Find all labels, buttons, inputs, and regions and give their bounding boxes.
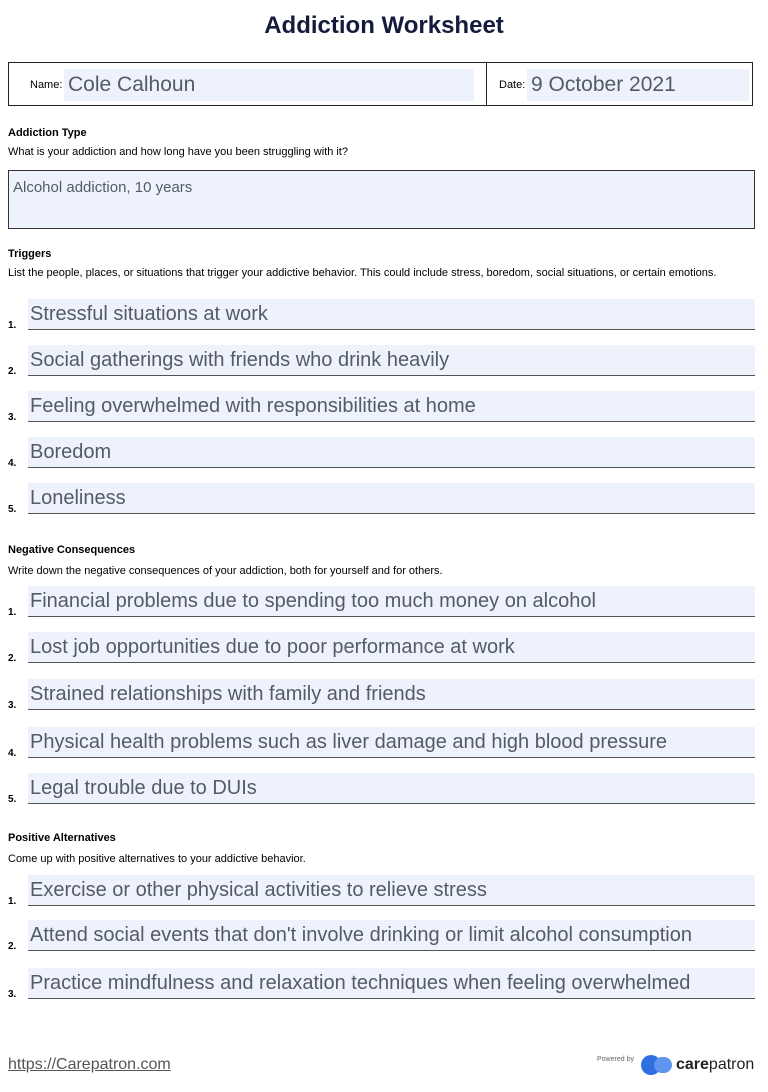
trigger-item	[8, 483, 755, 515]
name-field[interactable]: Cole Calhoun	[64, 69, 474, 101]
trigger-field[interactable]: Social gatherings with friends who drink heavily	[28, 345, 755, 376]
trigger-number: 5.	[8, 504, 17, 515]
positive-alternatives-title: Positive Alternatives	[8, 832, 116, 844]
alternative-field[interactable]: Practice mindfulness and relaxation techniques when feeling overwhelmed	[28, 968, 755, 999]
consequence-number: 3.	[8, 700, 17, 711]
alternative-number: 2.	[8, 941, 17, 952]
addiction-type-answer[interactable]: Alcohol addiction, 10 years	[8, 170, 755, 229]
consequence-field[interactable]: Legal trouble due to DUIs	[28, 773, 755, 804]
consequence-field[interactable]: Physical health problems such as liver damage and high blood pressure	[28, 727, 755, 758]
trigger-number: 4.	[8, 458, 17, 469]
consequence-field[interactable]: Financial problems due to spending too much money on alcohol	[28, 586, 755, 617]
alternative-item	[8, 968, 755, 1000]
trigger-number: 1.	[8, 320, 17, 331]
date-label: Date:	[499, 79, 526, 91]
carepatron-wordmark: carepatron	[676, 1056, 755, 1073]
carepatron-link[interactable]: https://Carepatron.com	[8, 1056, 171, 1073]
consequence-item	[8, 727, 755, 759]
consequence-field[interactable]: Strained relationships with family and friends	[28, 679, 755, 710]
name-label: Name:	[30, 79, 63, 91]
consequence-number: 1.	[8, 607, 17, 618]
trigger-field[interactable]: Stressful situations at work	[28, 299, 755, 330]
trigger-number: 2.	[8, 366, 17, 377]
alternative-number: 1.	[8, 896, 17, 907]
carepatron-brand[interactable]	[640, 1052, 754, 1078]
consequence-item	[8, 632, 755, 664]
consequence-item	[8, 773, 755, 805]
consequence-number: 5.	[8, 794, 17, 805]
powered-by-label: Powered by	[597, 1056, 634, 1063]
consequence-item	[8, 586, 755, 618]
date-field[interactable]: 9 October 2021	[527, 69, 749, 101]
addiction-type-description: What is your addiction and how long have you been struggling with it?	[8, 146, 348, 158]
triggers-title: Triggers	[8, 248, 52, 260]
trigger-item	[8, 299, 755, 331]
trigger-number: 3.	[8, 412, 17, 423]
trigger-field[interactable]: Boredom	[28, 437, 755, 468]
alternative-item	[8, 875, 755, 907]
trigger-field[interactable]: Feeling overwhelmed with responsibilities at home	[28, 391, 755, 422]
negative-consequences-title: Negative Consequences	[8, 544, 136, 556]
trigger-item	[8, 437, 755, 469]
consequence-item	[8, 679, 755, 711]
consequence-number: 2.	[8, 653, 17, 664]
positive-alternatives-description: Come up with positive alternatives to your addictive behavior.	[8, 853, 306, 865]
trigger-item	[8, 345, 755, 377]
consequence-field[interactable]: Lost job opportunities due to poor performance at work	[28, 632, 755, 663]
triggers-description: List the people, places, or situations that trigger your addictive behavior. This could include stress, boredom, social situations, or certain emotions.	[8, 267, 717, 279]
page-title: Addiction Worksheet	[264, 12, 504, 39]
name-date-divider	[486, 63, 487, 105]
alternative-field[interactable]: Attend social events that don't involve drinking or limit alcohol consumption	[28, 920, 755, 951]
alternative-number: 3.	[8, 989, 17, 1000]
addiction-type-title: Addiction Type	[8, 127, 87, 139]
consequence-number: 4.	[8, 748, 17, 759]
trigger-item	[8, 391, 755, 423]
trigger-field[interactable]: Loneliness	[28, 483, 755, 514]
alternative-field[interactable]: Exercise or other physical activities to relieve stress	[28, 875, 755, 906]
carepatron-logo-icon	[640, 1053, 674, 1077]
alternative-item	[8, 920, 755, 952]
negative-consequences-description: Write down the negative consequences of your addiction, both for yourself and for others.	[8, 565, 443, 577]
